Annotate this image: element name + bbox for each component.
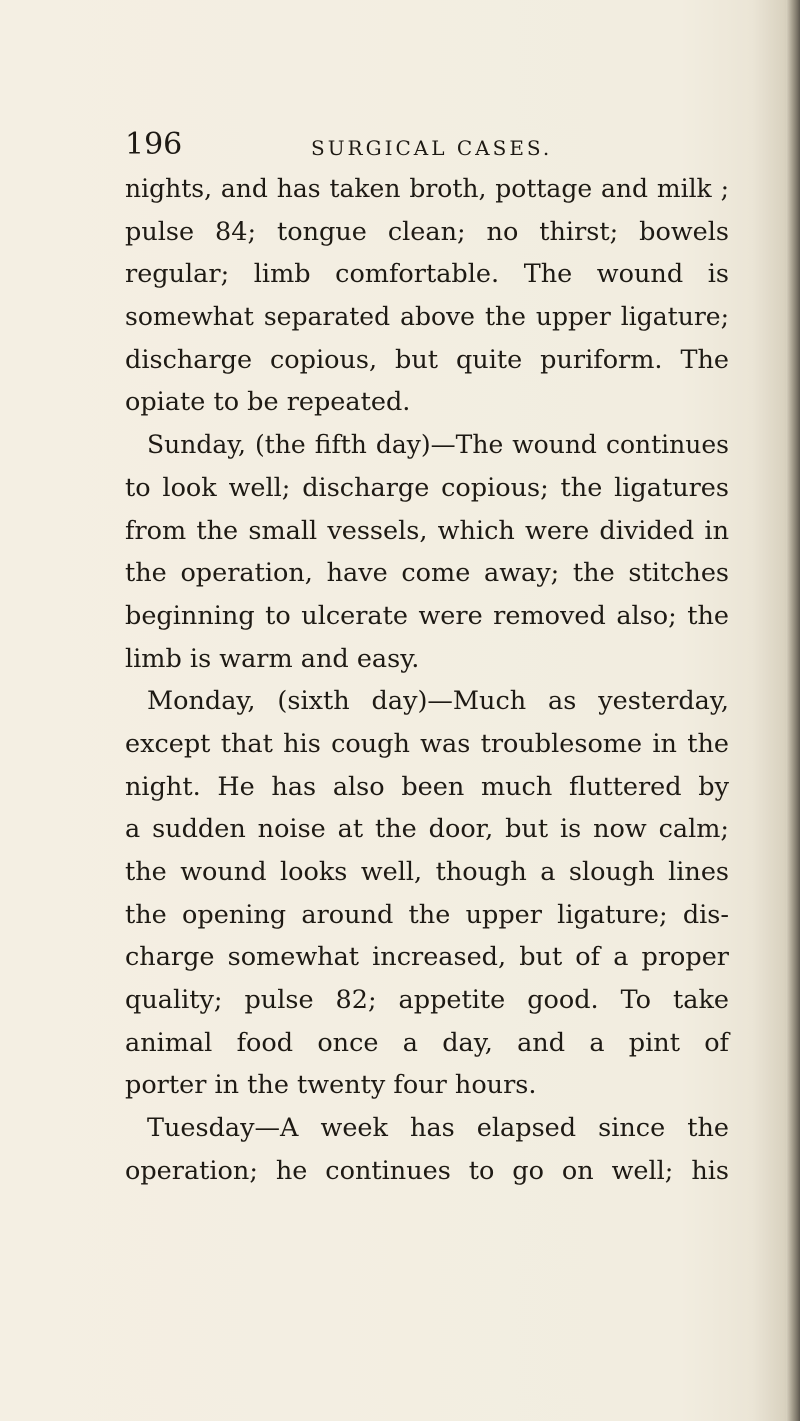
page-header [125,127,725,170]
text-line: night. He has also been much fluttered by [125,771,729,802]
text-line: discharge copious, but quite puriform. The [125,344,729,375]
page-edge-shadow [786,0,800,1421]
text-line: Monday, (sixth day)—Much as yesterday, [147,686,729,717]
page-number: 196 [125,127,183,162]
text-line: opiate to be repeated. [125,387,411,418]
text-line: the opening around the upper ligature; dis- [125,899,729,930]
text-line: Sunday, (the fifth day)—The wound continues [147,430,729,460]
text-line: Tuesday—A week has elapsed since the [147,1113,729,1144]
text-line: the wound looks well, though a slough lines [125,857,729,887]
text-line: regular; limb comfortable. The wound is [125,259,729,290]
text-line: operation; he continues to go on well; his [125,1155,729,1186]
text-line: a sudden noise at the door, but is now calm; [125,814,729,845]
body-text [125,168,729,1193]
text-line: the operation, have come away; the stitches [125,558,729,589]
text-line: beginning to ulcerate were removed also; the [125,600,729,631]
text-line: nights, and has taken broth, pottage and milk ; [125,174,729,203]
text-line: limb is warm and easy. [125,643,420,674]
running-head: SURGICAL CASES. [311,136,553,160]
text-line: to look well; discharge copious; the ligatures [125,472,729,503]
text-line: charge somewhat increased, but of a proper [125,942,729,973]
text-line: from the small vessels, which were divided in [125,515,729,546]
text-line: pulse 84; tongue clean; no thirst; bowels [125,216,729,247]
text-line: quality; pulse 82; appetite good. To take [125,985,729,1016]
text-line: somewhat separated above the upper ligature; [125,302,729,332]
text-line: except that his cough was troublesome in the [125,728,729,759]
text-line: animal food once a day, and a pint of [125,1027,729,1058]
text-line: porter in the twenty four hours. [125,1070,537,1101]
